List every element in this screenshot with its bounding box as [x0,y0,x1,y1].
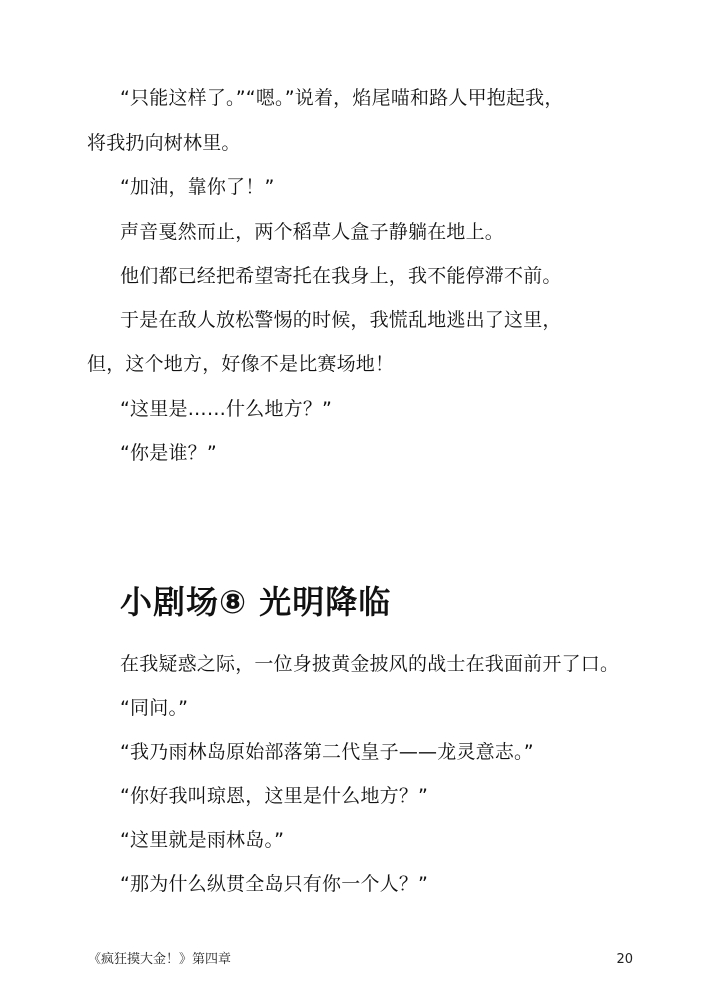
paragraph-line: “这里就是雨林岛。” [120,829,285,851]
footer-page-number: 20 [616,952,633,967]
paragraph-line: 在我疑惑之际，一位身披黄金披风的战士在我面前开了口。 [120,653,620,675]
footer-book-title: 《疯狂摸大金！》第四章 [88,952,232,967]
paragraph-line: 将我扔向树林里。 [87,132,241,154]
paragraph-line: 他们都已经把希望寄托在我身上，我不能停滞不前。 [120,265,562,287]
paragraph-line: “这里是……什么地方？” [120,398,333,420]
paragraph-line: 声音戛然而止，两个稻草人盒子静躺在地上。 [120,221,505,243]
paragraph-line: “那为什么纵贯全岛只有你一个人？” [120,873,429,895]
paragraph-line: “你好我叫琼恩，这里是什么地方？” [120,785,429,807]
paragraph-line: “我乃雨林岛原始部落第二代皇子——龙灵意志。” [120,741,534,763]
paragraph-line: 于是在敌人放松警惕的时候，我慌乱地逃出了这里， [120,309,562,331]
paragraph-line: “加油，靠你了！” [120,176,275,198]
paragraph-line: 但，这个地方，好像不是比赛场地！ [87,353,395,375]
paragraph-line: “你是谁？” [120,442,217,464]
paragraph-line: “只能这样了。”“嗯。”说着，焰尾喵和路人甲抱起我， [120,87,564,109]
section-title: 小剧场⑧ 光明降临 [120,583,392,621]
paragraph-line: “同问。” [120,697,189,719]
